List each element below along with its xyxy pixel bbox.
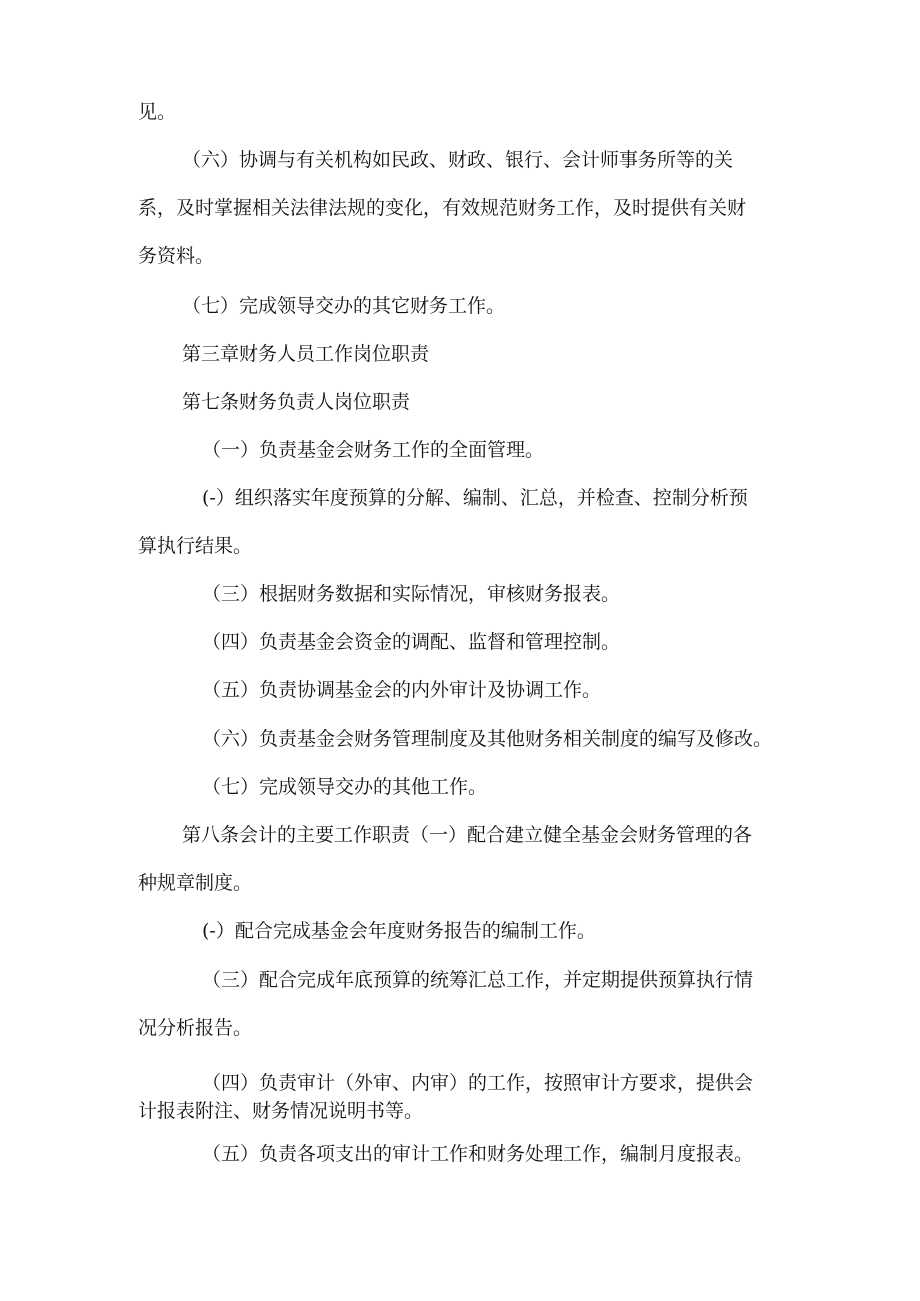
text-line: （四）负责基金会资金的调配、监督和管理控制。 <box>202 631 621 653</box>
text-line: （七）完成领导交办的其它财务工作。 <box>182 295 506 317</box>
text-line: 系，及时掌握相关法律法规的变化，有效规范财务工作，及时提供有关财 <box>138 197 747 219</box>
text-line: 算执行结果。 <box>138 535 253 557</box>
text-line: （三）根据财务数据和实际情况，审核财务报表。 <box>202 583 621 605</box>
text-line: （四）负责审计（外审、内审）的工作，按照审计方要求，提供会 <box>202 1072 754 1094</box>
chapter-heading: 第三章财务人员工作岗位职责 <box>182 343 430 365</box>
text-line: （六）负责基金会财务管理制度及其他财务相关制度的编写及修改。 <box>202 728 773 750</box>
text-line: 见。 <box>138 101 177 123</box>
text-line: （一）负责基金会财务工作的全面管理。 <box>202 439 545 461</box>
text-line: （五）负责各项支出的审计工作和财务处理工作，编制月度报表。 <box>202 1143 754 1165</box>
text-line: 计报表附注、财务情况说明书等。 <box>138 1100 424 1122</box>
text-line: 务资料。 <box>138 245 215 267</box>
text-line: 况分析报告。 <box>138 1017 253 1039</box>
article-heading: 第七条财务负责人岗位职责 <box>182 391 411 413</box>
text-line: 第八条会计的主要工作职责（一）配合建立健全基金会财务管理的各 <box>182 824 753 846</box>
text-line: （六）协调与有关机构如民政、财政、银行、会计师事务所等的关 <box>182 149 734 171</box>
text-line: 种规章制度。 <box>138 872 253 894</box>
text-line: (-）配合完成基金会年度财务报告的编制工作。 <box>202 920 596 942</box>
text-line: （五）负责协调基金会的内外审计及协调工作。 <box>202 679 602 701</box>
text-line: （七）完成领导交办的其他工作。 <box>202 776 488 798</box>
text-line: (-）组织落实年度预算的分解、编制、汇总，并检查、控制分析预 <box>202 487 748 509</box>
text-line: （三）配合完成年底预算的统筹汇总工作，并定期提供预算执行情 <box>202 969 754 991</box>
